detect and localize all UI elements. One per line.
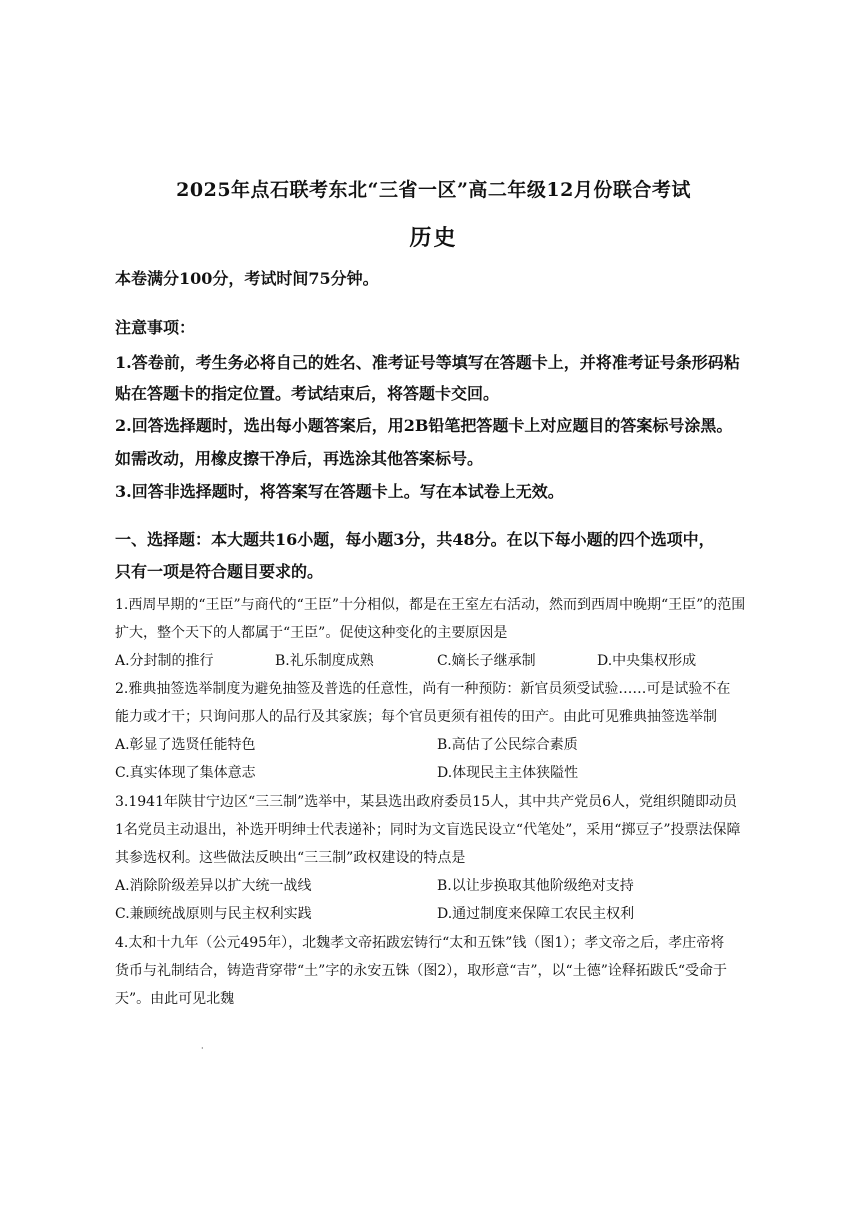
question-line: 天”。由此可见北魏: [115, 991, 235, 1007]
question-line: 扩大，整个天下的人都属于“王臣”。促使这种变化的主要原因是: [115, 625, 508, 641]
note-line: 3.回答非选择题时，将答案写在答题卡上。写在本试卷上无效。: [115, 482, 564, 501]
note-line: 1.答卷前，考生务必将自己的姓名、准考证号等填写在答题卡上，并将准考证号条形码粘: [115, 353, 740, 372]
question-line: 能力或才干；只询问那人的品行及其家族；每个官员更须有祖传的田产。由此可见雅典抽签选举制: [115, 709, 717, 725]
option-c: C.嫡长子继承制: [437, 653, 536, 669]
option-b: B.礼乐制度成熟: [275, 653, 374, 669]
option-d: D.通过制度来保障工农民主权利: [437, 906, 635, 922]
option-a: A.彰显了选贤任能特色: [115, 737, 256, 753]
question-line: 4.太和十九年（公元495年），北魏孝文帝拓跋宏铸行“太和五铢”钱（图1）；孝文帝之后，孝庄帝将: [115, 935, 725, 951]
question-line: 其参选权利。这些做法反映出“三三制”政权建设的特点是: [115, 850, 466, 866]
exam-title: 2025年点石联考东北“三省一区”高二年级12月份联合考试: [176, 179, 691, 201]
question-line: 2.雅典抽签选举制度为避免抽签及普选的任意性，尚有一种预防：新官员须受试验……可是试验不在: [115, 681, 731, 697]
question-line: 1名党员主动退出，补选开明绅士代表递补；同时为文盲选民设立“代笔处”，采用“掷豆子”投票法保障: [115, 822, 741, 838]
option-b: B.高估了公民综合素质: [437, 737, 578, 753]
note-line: 贴在答题卡的指定位置。考试结束后，将答题卡交回。: [115, 384, 500, 403]
option-d: D.体现民主主体狭隘性: [437, 765, 579, 781]
option-c: C.真实体现了集体意志: [115, 765, 256, 781]
option-a: A.消除阶级差异以扩大统一战线: [115, 878, 312, 894]
notes-heading: 注意事项：: [115, 318, 196, 337]
question-line: 货币与礼制结合，铸造背穿带“土”字的永安五铢（图2），取形意“吉”，以“土德”诠释拓跋氏“受命于: [115, 963, 728, 979]
question-line: 3.1941年陕甘宁边区“三三制”选举中，某县选出政府委员15人，其中共产党员6人，党组织随即动员: [115, 794, 738, 810]
stray-mark: ·: [201, 1044, 204, 1053]
question-line: 1.西周早期的“王臣”与商代的“王臣”十分相似，都是在王室左右活动，然而到西周中晚期“王臣”的范围: [115, 597, 746, 613]
section-heading: 一、选择题：本大题共16小题，每小题3分，共48分。在以下每小题的四个选项中，: [115, 530, 715, 549]
section-heading: 只有一项是符合题目要求的。: [115, 562, 324, 581]
note-line: 如需改动，用橡皮擦干净后，再选涂其他答案标号。: [115, 449, 484, 468]
score-time-line: 本卷满分100分，考试时间75分钟。: [115, 269, 379, 288]
option-d: D.中央集权形成: [597, 653, 697, 669]
option-c: C.兼顾统战原则与民主权利实践: [115, 906, 312, 922]
option-a: A.分封制的推行: [115, 653, 214, 669]
subject-title: 历史: [409, 225, 458, 251]
option-b: B.以让步换取其他阶级绝对支持: [437, 878, 634, 894]
note-line: 2.回答选择题时，选出每小题答案后，用2B铅笔把答题卡上对应题目的答案标号涂黑。: [115, 416, 733, 435]
